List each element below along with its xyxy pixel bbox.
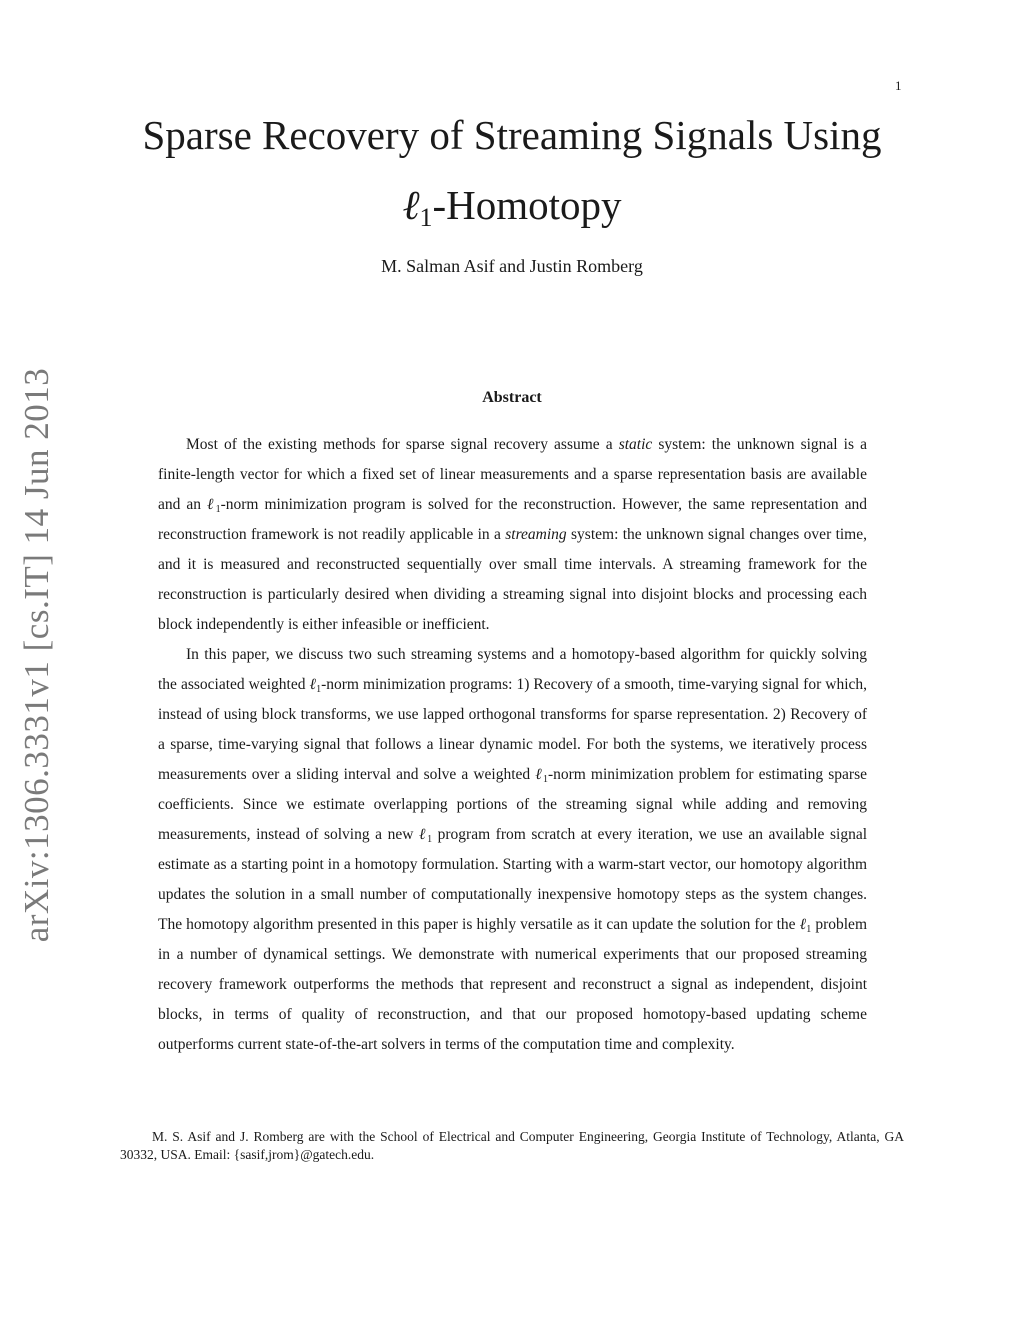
ell-symbol: ℓ	[309, 676, 317, 693]
text-run: Most of the existing methods for sparse signal recovery assume a	[186, 436, 619, 453]
paper-title-line-1: Sparse Recovery of Streaming Signals Using	[142, 112, 882, 158]
abstract-paragraph-1	[158, 430, 867, 640]
abstract-paragraph-2	[158, 640, 867, 1060]
text-run: problem in a number of dynamical settings. We demonstrate with numerical experiments that our proposed streaming recovery framework outperforms the methods that represent and reconstruct a signal as independent, disjoint blocks, in terms of quality of reconstruction, and that our proposed homotopy-based updating scheme outperforms current state-of-the-art solvers in terms of the computation time and complexity.	[158, 916, 867, 1053]
abstract-body	[158, 430, 867, 1060]
subscript: 1	[215, 504, 221, 515]
emphasis-streaming: streaming	[505, 526, 567, 543]
author-footnote	[120, 1128, 904, 1164]
page-number: 1	[895, 78, 902, 93]
text-run: -norm minimization programs: 1) Recovery of a smooth, time-varying signal for which, instead of using block transforms, we use lapped orthogonal transforms for sparse representation. 2) Recovery of a sparse, time-varying signal that follows a linear dynamic model. For both the systems, we iteratively process measurements over a sliding interval and solve a weighted	[158, 676, 868, 783]
subscript: 1	[427, 834, 433, 845]
subscript: 1	[542, 774, 548, 785]
subscript: 1	[316, 684, 322, 695]
text-run: -norm minimization program is solved for the reconstruction. However, the same representation and reconstruction framework is not readily applicable in a	[158, 496, 868, 543]
ell-symbol: ℓ	[799, 916, 807, 933]
ell-symbol: ℓ	[418, 826, 428, 843]
emphasis-static: static	[618, 436, 653, 453]
paper-title-line-2	[100, 182, 924, 232]
ell-symbol: ℓ	[207, 496, 216, 513]
ell-symbol: ℓ	[535, 766, 543, 783]
text-run: -norm minimization problem for estimating sparse coefficients. Since we estimate overlapping portions of the streaming signal while adding and removing measurements, instead of solving a new	[158, 766, 867, 843]
text-run: system: the unknown signal is a finite-length vector for which a fixed set of linear measurements and a sparse representation basis are available and an	[158, 436, 867, 513]
subscript: 1	[419, 203, 433, 232]
arxiv-identifier: arXiv:1306.3331v1 [cs.IT] 14 Jun 2013	[17, 367, 56, 943]
abstract-heading: Abstract	[482, 389, 542, 406]
text-run: In this paper, we discuss two such streaming systems and a homotopy-based algorithm for quickly solving the associated weighted	[158, 646, 867, 693]
title-suffix: -Homotopy	[432, 182, 622, 228]
subscript: 1	[806, 924, 812, 935]
authors: M. Salman Asif and Justin Romberg	[381, 256, 643, 276]
text-run: system: the unknown signal changes over time, and it is measured and reconstructed sequentially over small time intervals. A streaming framework for the reconstruction is particularly desired when dividing a streaming signal into disjoint blocks and processing each block independently is either infeasible or inefficient.	[158, 526, 867, 633]
ell-symbol: ℓ	[402, 182, 420, 228]
text-run: program from scratch at every iteration, we use an available signal estimate as a starting point in a homotopy formulation. Starting with a warm-start vector, our homotopy algorithm updates the solution in a small number of computationally inexpensive homotopy steps as the system changes. The homotopy algorithm presented in this paper is highly versatile as it can update the solution for the	[158, 826, 868, 933]
footnote-text: M. S. Asif and J. Romberg are with the School of Electrical and Computer Engineering, Georgia Institute of Technology, Atlanta, GA 30332, USA. Email: {sasif,jrom}@gatech.edu.	[120, 1129, 904, 1162]
